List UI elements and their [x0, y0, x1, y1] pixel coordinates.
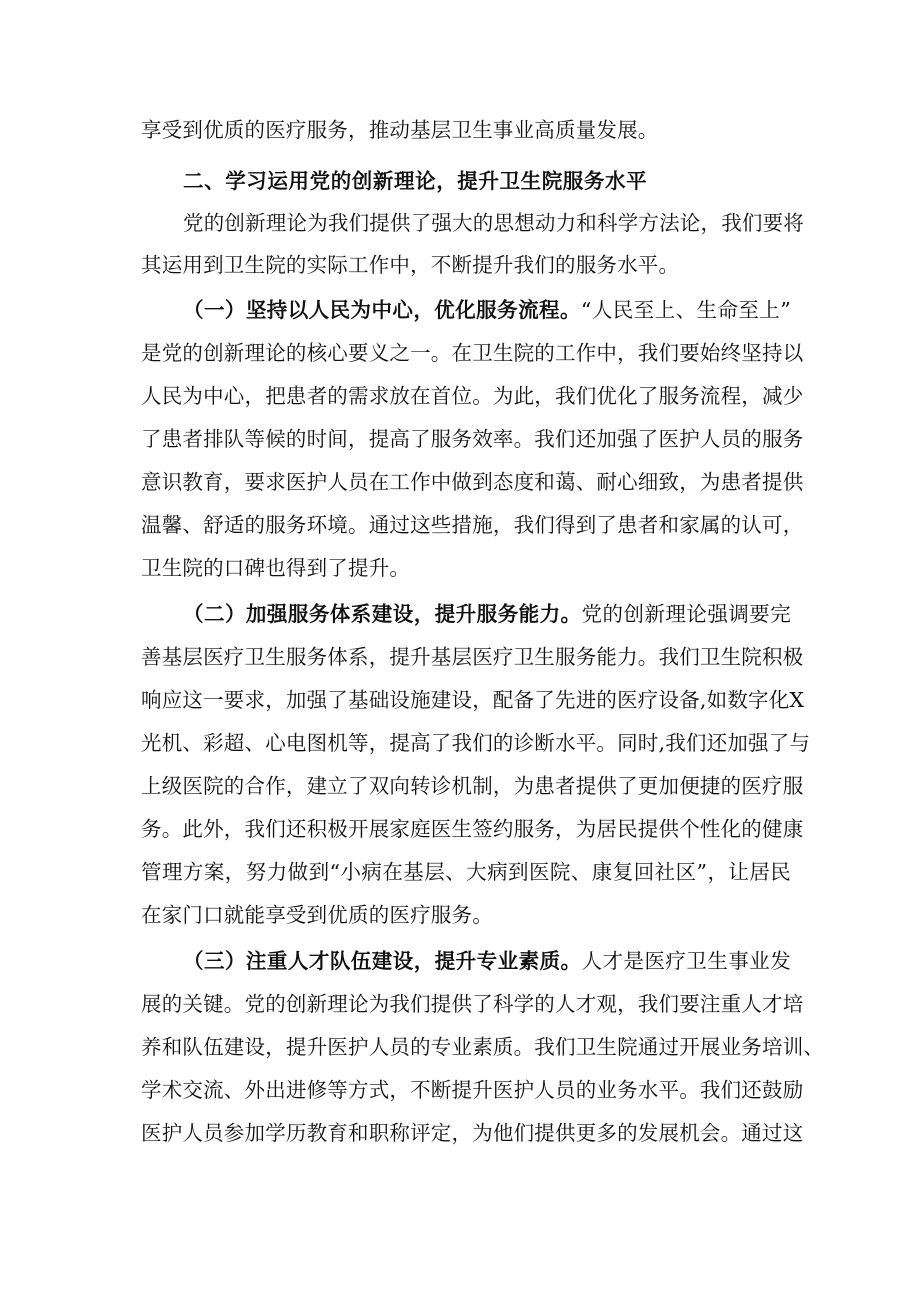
- subsection-2-first-line: [183, 602, 791, 626]
- section-heading: 二、学习运用党的创新理论，提升卫生院服务水平: [183, 169, 648, 193]
- subsection-1-first-line: [183, 298, 791, 322]
- section-lead-line: 其运用到卫生院的实际工作中，不断提升我们的服务水平。: [141, 253, 680, 277]
- subsection-2-title: （二）加强服务体系建设，提升服务能力。: [183, 602, 582, 626]
- subsection-1-line: 卫生院的口碑也得到了提升。: [141, 556, 411, 580]
- subsection-2-line: 响应这一要求，加强了基础设施建设，配备了先进的医疗设备,如数字化X: [141, 688, 805, 712]
- subsection-1-line: 温馨、舒适的服务环境。通过这些措施，我们得到了患者和家属的认可，: [141, 513, 804, 537]
- subsection-3-line: 养和队伍建设，提升医护人员的专业素质。我们卫生院通过开展业务培训、: [141, 1035, 825, 1059]
- subsection-2-line: 上级医院的合作，建立了双向转诊机制，为患者提供了更加便捷的医疗服: [141, 774, 804, 798]
- subsection-2-line: 务。此外，我们还积极开展家庭医生签约服务，为居民提供个性化的健康: [141, 817, 804, 841]
- intro-tail-line: 享受到优质的医疗服务，推动基层卫生事业高质量发展。: [141, 118, 659, 142]
- subsection-3-line: 展的关键。党的创新理论为我们提供了科学的人才观，我们要注重人才培: [141, 992, 804, 1016]
- subsection-1-line: 人民为中心，把患者的需求放在首位。为此，我们优化了服务流程，减少: [141, 384, 804, 408]
- subsection-1-line: 意识教育，要求医护人员在工作中做到态度和蔼、耐心细致，为患者提供: [141, 470, 804, 494]
- subsection-3-line: 医护人员参加学历教育和职称评定，为他们提供更多的发展机会。通过这: [141, 1121, 804, 1145]
- subsection-3-first-line: [183, 949, 791, 973]
- subsection-2-line: 光机、彩超、心电图机等，提高了我们的诊断水平。同时,我们还加强了与: [141, 731, 811, 755]
- section-lead-line: 党的创新理论为我们提供了强大的思想动力和科学方法论，我们要将: [183, 211, 804, 235]
- subsection-1-line: 了患者排队等候的时间，提高了服务效率。我们还加强了医护人员的服务: [141, 427, 804, 451]
- subsection-1-text: “人民至上、生命至上”: [580, 298, 791, 322]
- subsection-1-line: 是党的创新理论的核心要义之一。在卫生院的工作中，我们要始终坚持以: [141, 341, 804, 365]
- subsection-2-line: 在家门口就能享受到优质的医疗服务。: [141, 903, 493, 927]
- subsection-2-text: 党的创新理论强调要完: [581, 602, 791, 626]
- subsection-3-line: 学术交流、外出进修等方式，不断提升医护人员的业务水平。我们还鼓励: [141, 1078, 804, 1102]
- subsection-1-title: （一）坚持以人民为中心，优化服务流程。: [183, 298, 581, 322]
- subsection-3-title: （三）注重人才队伍建设，提升专业素质。: [183, 949, 582, 973]
- subsection-3-text: 人才是医疗卫生事业发: [581, 949, 791, 973]
- subsection-2-line: 管理方案，努力做到“小病在基层、大病到医院、康复回社区”，让居民: [141, 860, 791, 884]
- subsection-2-line: 善基层医疗卫生服务体系，提升基层医疗卫生服务能力。我们卫生院积极: [141, 645, 804, 669]
